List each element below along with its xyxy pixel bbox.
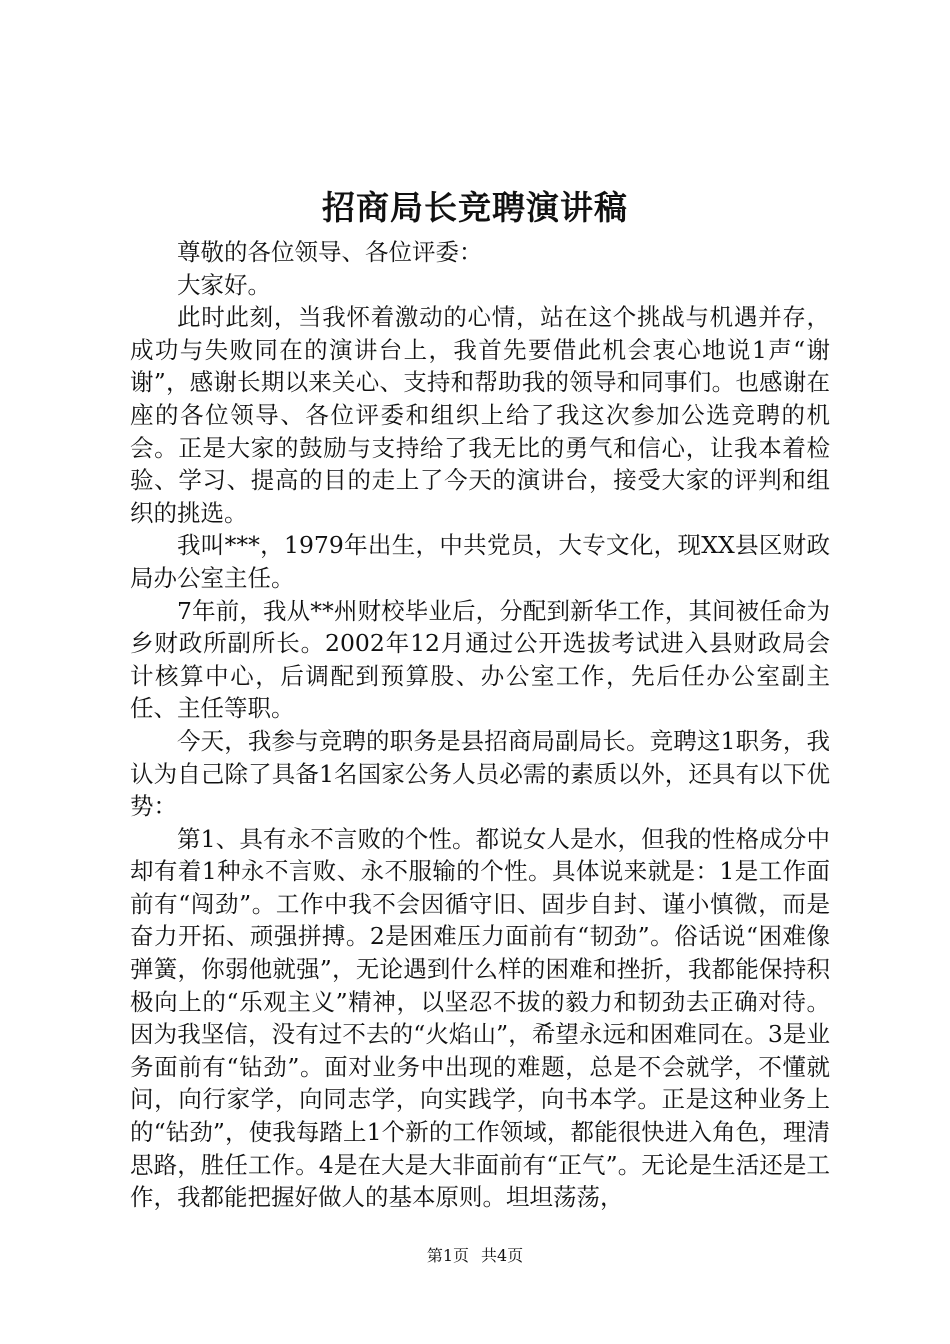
document-title: 招商局长竞聘演讲稿 — [322, 188, 628, 227]
paragraph-self-introduction: 我叫***，1979年出生，中共党员，大专文化，现XX县区财政局办公室主任。 — [130, 531, 830, 592]
paragraph-opening: 此时此刻，当我怀着激动的心情，站在这个挑战与机遇并存，成功与失败同在的演讲台上，我首先要借此机会衷心地说1声“谢谢”，感谢长期以来关心、支持和帮助我的领导和同事们。也感谢在座的各位领导、各位评委和组织上给了我这次参加公选竞聘的机会。正是大家的鼓励与支持给了我无比的勇气和信心，让我本着检验、学习、提高的目的走上了今天的演讲台，接受大家的评判和组织的挑选。 — [130, 303, 830, 527]
paragraph-greeting: 大家好。 — [177, 270, 271, 299]
page-total: 共4页 — [481, 1246, 524, 1265]
document-body — [130, 236, 830, 1214]
paragraph-work-history: 7年前，我从**州财校毕业后，分配到新华工作，其间被任命为乡财政所副所长。2002年12月通过公开选拔考试进入县财政局会计核算中心，后调配到预算股、办公室工作，先后任办公室副主任、主任等职。 — [130, 596, 830, 723]
page-number: 第1页 — [426, 1246, 469, 1265]
paragraph-advantage-one: 第1、具有永不言败的个性。都说女人是水，但我的性格成分中却有着1种永不言败、永不服输的个性。具体说来就是：1是工作面前有“闯劲”。工作中我不会因循守旧、固步自封、谨小慎微，而是奋力开拓、顽强拼搏。2是困难压力面前有“韧劲”。俗话说“困难像弹簧，你弱他就强”，无论遇到什么样的困难和挫折，我都能保持积极向上的“乐观主义”精神，以坚忍不拔的毅力和韧劲去正确对待。因为我坚信，没有过不去的“火焰山”，希望永远和困难同在。3是业务面前有“钻劲”。面对业务中出现的难题，总是不会就学，不懂就问，向行家学，向同志学，向实践学，向书本学。正是这种业务上的“钻劲”，使我每踏上1个新的工作领域，都能很快进入角色，理清思路，胜任工作。4是在大是大非面前有“正气”。无论是生活还是工作，我都能把握好做人的基本原则。坦坦荡荡， — [130, 824, 830, 1212]
paragraph-position: 今天，我参与竞聘的职务是县招商局副局长。竞聘这1职务，我认为自己除了具备1名国家公务人员必需的素质以外，还具有以下优势： — [130, 726, 830, 821]
paragraph-salutation: 尊敬的各位领导、各位评委： — [177, 238, 483, 266]
page-footer — [0, 1246, 950, 1266]
